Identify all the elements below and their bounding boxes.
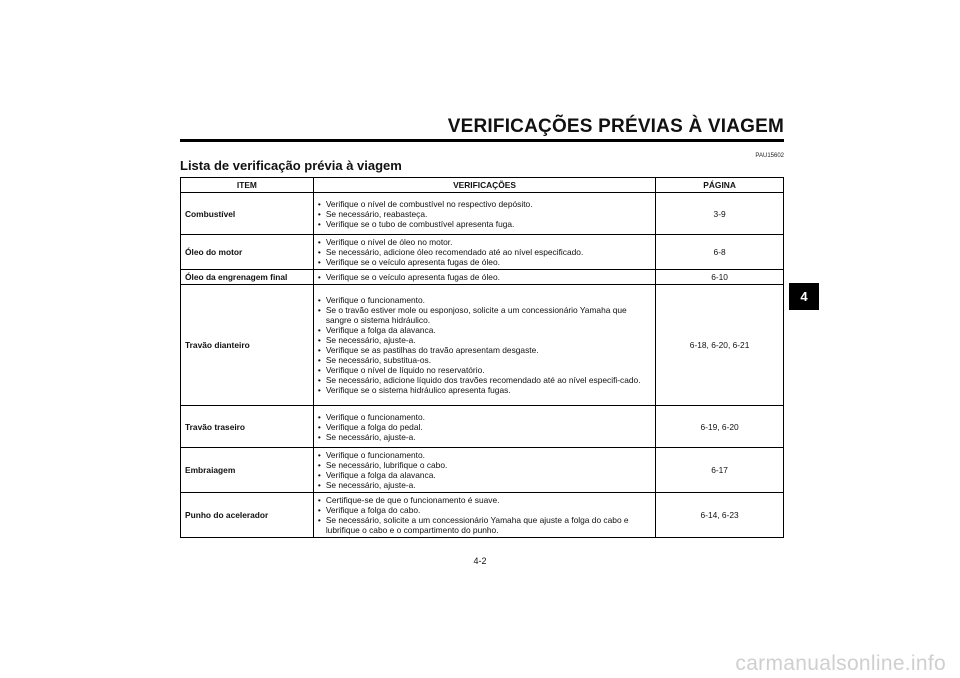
- page-cell: 6-19, 6-20: [656, 406, 784, 448]
- item-cell: Punho do acelerador: [181, 493, 314, 538]
- check-item: • Se necessário, reabasteça.: [318, 209, 652, 219]
- checks-list: [318, 450, 652, 490]
- check-item: • Verifique se o veículo apresenta fugas de óleo.: [318, 272, 652, 282]
- page-cell: 3-9: [656, 193, 784, 235]
- check-item: • Verifique o nível de óleo no motor.: [318, 237, 652, 247]
- check-item: • Se necessário, solicite a um concessionário Yamaha que ajuste a folga do cabo e lubrifique o cabo e o compartimento do punho.: [318, 515, 652, 535]
- page-cell: 6-10: [656, 270, 784, 285]
- check-item: • Verifique o nível de combustível no respectivo depósito.: [318, 199, 652, 209]
- checks-list: [318, 295, 652, 395]
- check-item: • Se necessário, ajuste-a.: [318, 480, 652, 490]
- table-header-row: [181, 178, 784, 193]
- checks-list: [318, 412, 652, 442]
- check-item: • Se o travão estiver mole ou esponjoso, solicite a um concessionário Yamaha que sangre o sistema hidráulico.: [318, 305, 652, 325]
- check-item: • Verifique se o sistema hidráulico apresenta fugas.: [318, 385, 652, 395]
- check-item: • Certifique-se de que o funcionamento é suave.: [318, 495, 652, 505]
- pre-ride-checklist-table: [180, 177, 784, 538]
- table-row: [181, 406, 784, 448]
- check-item: • Verifique se o tubo de combustível apresenta fuga.: [318, 219, 652, 229]
- checks-list: [318, 272, 652, 282]
- page-number: 4-2: [473, 556, 487, 566]
- checks-list: [318, 237, 652, 267]
- item-cell: Embraiagem: [181, 448, 314, 493]
- page-cell: 6-18, 6-20, 6-21: [656, 285, 784, 406]
- check-item: • Verifique o funcionamento.: [318, 295, 652, 305]
- column-header-item: ITEM: [181, 178, 314, 193]
- check-item: • Verifique se as pastilhas do travão apresentam desgaste.: [318, 345, 652, 355]
- watermark: carmanualsonline.info: [735, 652, 946, 675]
- title-rule: [180, 139, 784, 142]
- chapter-title: VERIFICAÇÕES PRÉVIAS À VIAGEM: [447, 116, 784, 137]
- column-header-checks: VERIFICAÇÕES: [313, 178, 655, 193]
- check-item: • Se necessário, adicione líquido dos travões recomendado até ao nível especifi-cado.: [318, 375, 652, 385]
- table-row: [181, 285, 784, 406]
- check-item: • Se necessário, lubrifique o cabo.: [318, 460, 652, 470]
- chapter-tab: 4: [789, 283, 819, 310]
- table-row: [181, 493, 784, 538]
- checks-cell: [313, 493, 655, 538]
- check-item: • Se necessário, ajuste-a.: [318, 335, 652, 345]
- item-cell: Travão dianteiro: [181, 285, 314, 406]
- table-body: [181, 193, 784, 538]
- item-cell: Combustível: [181, 193, 314, 235]
- item-cell: Travão traseiro: [181, 406, 314, 448]
- check-item: • Verifique o nível de líquido no reservatório.: [318, 365, 652, 375]
- item-cell: Óleo da engrenagem final: [181, 270, 314, 285]
- check-item: • Verifique a folga do pedal.: [318, 422, 652, 432]
- check-item: • Se necessário, adicione óleo recomendado até ao nível especificado.: [318, 247, 652, 257]
- checks-cell: [313, 285, 655, 406]
- checks-cell: [313, 406, 655, 448]
- checks-cell: [313, 270, 655, 285]
- check-item: • Verifique se o veículo apresenta fugas de óleo.: [318, 257, 652, 267]
- page-cell: 6-14, 6-23: [656, 493, 784, 538]
- check-item: • Verifique a folga da alavanca.: [318, 470, 652, 480]
- page-cell: 6-17: [656, 448, 784, 493]
- check-item: • Verifique a folga da alavanca.: [318, 325, 652, 335]
- checks-cell: [313, 448, 655, 493]
- item-cell: Óleo do motor: [181, 235, 314, 270]
- checks-list: [318, 199, 652, 229]
- check-item: • Verifique o funcionamento.: [318, 412, 652, 422]
- checks-list: [318, 495, 652, 535]
- check-item: • Se necessário, substitua-os.: [318, 355, 652, 365]
- reference-code: PAU15602: [755, 153, 784, 159]
- check-item: • Verifique a folga do cabo.: [318, 505, 652, 515]
- column-header-page: PÁGINA: [656, 178, 784, 193]
- checks-cell: [313, 235, 655, 270]
- table-row: [181, 270, 784, 285]
- table-row: [181, 193, 784, 235]
- table-row: [181, 235, 784, 270]
- table-row: [181, 448, 784, 493]
- section-heading: Lista de verificação prévia à viagem: [180, 158, 402, 173]
- check-item: • Verifique o funcionamento.: [318, 450, 652, 460]
- checks-cell: [313, 193, 655, 235]
- page-cell: 6-8: [656, 235, 784, 270]
- check-item: • Se necessário, ajuste-a.: [318, 432, 652, 442]
